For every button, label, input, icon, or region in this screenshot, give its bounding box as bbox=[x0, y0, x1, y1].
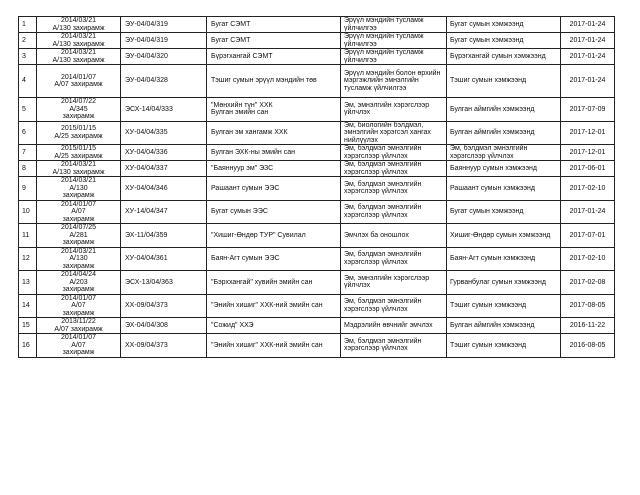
activity-cell: Эрүүл мэндийн тусламж үйлчилгээ bbox=[341, 33, 447, 49]
license-code-cell: ХХ-09/04/373 bbox=[121, 294, 207, 318]
row-number-cell: 8 bbox=[19, 161, 37, 177]
organization-name-cell: "Сожид" ХХЭ bbox=[207, 318, 341, 334]
license-table bbox=[18, 16, 615, 358]
row-number-cell: 11 bbox=[19, 224, 37, 248]
decision-cell: 2014/01/07 А/07 захирамж bbox=[37, 200, 121, 224]
decision-cell: 2014/04/24 А/203 захирамж bbox=[37, 271, 121, 295]
expiry-date-cell: 2017-01-24 bbox=[561, 33, 615, 49]
table-body bbox=[19, 17, 615, 358]
decision-cell: 2014/07/25 А/281 захирамж bbox=[37, 224, 121, 248]
table-row bbox=[19, 294, 615, 318]
license-code-cell: ЭХ-11/04/359 bbox=[121, 224, 207, 248]
license-code-cell: ХХ-09/04/373 bbox=[121, 334, 207, 358]
decision-cell: 2014/03/21 А/130 захирамж bbox=[37, 177, 121, 201]
row-number-cell: 6 bbox=[19, 121, 37, 145]
table-row bbox=[19, 224, 615, 248]
decision-cell: 2015/01/15 А/25 захирамж bbox=[37, 145, 121, 161]
activity-cell: Эрүүл мэндийн тусламж үйлчилгээ bbox=[341, 17, 447, 33]
activity-cell: Эм, бэлдмэл эмнэлгийн хэрэгслээр үйлчлэх bbox=[341, 334, 447, 358]
license-code-cell: ЭУ-04/04/319 bbox=[121, 33, 207, 49]
scope-cell: Бугат сумын хэмжээнд bbox=[447, 33, 561, 49]
license-code-cell: ХУ-04/04/336 bbox=[121, 145, 207, 161]
expiry-date-cell: 2017-12-01 bbox=[561, 121, 615, 145]
expiry-date-cell: 2017-08-05 bbox=[561, 294, 615, 318]
scope-cell: Гурванбулаг сумын хэмжээнд bbox=[447, 271, 561, 295]
expiry-date-cell: 2017-12-01 bbox=[561, 145, 615, 161]
table-row bbox=[19, 177, 615, 201]
scope-cell: Булган аймгийн хэмжээнд bbox=[447, 98, 561, 122]
expiry-date-cell: 2016-08-05 bbox=[561, 334, 615, 358]
table-row bbox=[19, 17, 615, 33]
organization-name-cell: Бугат СЭМТ bbox=[207, 17, 341, 33]
activity-cell: Эм, бэлдмэл эмнэлгийн хэрэгслээр үйлчлэх bbox=[341, 200, 447, 224]
decision-cell: 2014/03/21 А/130 захирамж bbox=[37, 17, 121, 33]
organization-name-cell: "Энийн хишиг" ХХК-ний эмийн сан bbox=[207, 294, 341, 318]
row-number-cell: 4 bbox=[19, 65, 37, 98]
organization-name-cell: Бугат СЭМТ bbox=[207, 33, 341, 49]
scope-cell: Булган аймгийн хэмжээнд bbox=[447, 318, 561, 334]
license-code-cell: ХУ-04/04/346 bbox=[121, 177, 207, 201]
table-row bbox=[19, 121, 615, 145]
decision-cell: 2015/01/15 А/25 захирамж bbox=[37, 121, 121, 145]
table-row bbox=[19, 98, 615, 122]
decision-cell: 2014/03/21 А/130 захирамж bbox=[37, 49, 121, 65]
row-number-cell: 2 bbox=[19, 33, 37, 49]
activity-cell: Мэдрэлийн өвчнийг эмчлэх bbox=[341, 318, 447, 334]
organization-name-cell: Бүрэгхангай СЭМТ bbox=[207, 49, 341, 65]
organization-name-cell: Бугат сумын ЭЭС bbox=[207, 200, 341, 224]
decision-cell: 2014/01/07 А/07 захирамж bbox=[37, 334, 121, 358]
license-code-cell: ЭСХ-14/04/333 bbox=[121, 98, 207, 122]
organization-name-cell: "Хишиг-Өндөр ТУР" Сувилал bbox=[207, 224, 341, 248]
activity-cell: Эм, бэлдмэл эмнэлгийн хэрэгслээр үйлчлэх bbox=[341, 161, 447, 177]
expiry-date-cell: 2017-01-24 bbox=[561, 49, 615, 65]
activity-cell: Эм, бэлдмэл эмнэлгийн хэрэгслээр үйлчлэх bbox=[341, 294, 447, 318]
activity-cell: Эм, эмнэлгийн хэрэгслээр үйлчлэх bbox=[341, 98, 447, 122]
activity-cell: Эм, бэлдмэл эмнэлгийн хэрэгслээр үйлчлэх bbox=[341, 177, 447, 201]
organization-name-cell: "Баяннуур эм" ЭЗС bbox=[207, 161, 341, 177]
decision-cell: 2014/03/21 А/130 захирамж bbox=[37, 161, 121, 177]
row-number-cell: 12 bbox=[19, 247, 37, 271]
organization-name-cell: Тэшиг сумын эрүүл мэндийн төв bbox=[207, 65, 341, 98]
decision-cell: 2014/01/07 А/07 захирамж bbox=[37, 65, 121, 98]
organization-name-cell: "Мөнхийн түн" ХХК Булган эмийн сан bbox=[207, 98, 341, 122]
table-row bbox=[19, 200, 615, 224]
organization-name-cell: Баян-Агт сумын ЭЭС bbox=[207, 247, 341, 271]
license-code-cell: ХУ-04/04/335 bbox=[121, 121, 207, 145]
scope-cell: Тэшиг сумын хэмжээнд bbox=[447, 334, 561, 358]
scope-cell: Булган аймгийн хэмжээнд bbox=[447, 121, 561, 145]
row-number-cell: 9 bbox=[19, 177, 37, 201]
expiry-date-cell: 2017-07-01 bbox=[561, 224, 615, 248]
scope-cell: Бугат сумын хэмжээнд bbox=[447, 200, 561, 224]
table-row bbox=[19, 161, 615, 177]
decision-cell: 2014/03/21 А/130 захирамж bbox=[37, 33, 121, 49]
table-row bbox=[19, 65, 615, 98]
expiry-date-cell: 2017-02-08 bbox=[561, 271, 615, 295]
row-number-cell: 1 bbox=[19, 17, 37, 33]
table-row bbox=[19, 33, 615, 49]
activity-cell: Эм, биологийн бэлдмэл, эмнэлгийн хэрэгсэл хангах нийлүүлэх bbox=[341, 121, 447, 145]
scope-cell: Тэшиг сумын хэмжээнд bbox=[447, 294, 561, 318]
license-code-cell: ЭХ-04/04/308 bbox=[121, 318, 207, 334]
scope-cell: Рашаант сумын хэмжээнд bbox=[447, 177, 561, 201]
license-code-cell: ХУ-04/04/361 bbox=[121, 247, 207, 271]
decision-cell: 2014/03/21 А/130 захирамж bbox=[37, 247, 121, 271]
expiry-date-cell: 2017-02-10 bbox=[561, 247, 615, 271]
organization-name-cell: Булган эм хангамж ХХК bbox=[207, 121, 341, 145]
table-row bbox=[19, 334, 615, 358]
row-number-cell: 14 bbox=[19, 294, 37, 318]
row-number-cell: 7 bbox=[19, 145, 37, 161]
decision-cell: 2014/07/22 А/345 захирамж bbox=[37, 98, 121, 122]
expiry-date-cell: 2017-01-24 bbox=[561, 17, 615, 33]
activity-cell: Эм, бэлдмэл эмнэлгийн хэрэгслээр үйлчлэх bbox=[341, 145, 447, 161]
organization-name-cell: "Энийн хишиг" ХХК-ний эмийн сан bbox=[207, 334, 341, 358]
table-row bbox=[19, 247, 615, 271]
row-number-cell: 5 bbox=[19, 98, 37, 122]
expiry-date-cell: 2017-01-24 bbox=[561, 65, 615, 98]
row-number-cell: 13 bbox=[19, 271, 37, 295]
activity-cell: Эрүүл мэндийн болон өрхийн мэргэжлийн эмнэлгийн тусламж үйлчилгээ bbox=[341, 65, 447, 98]
scope-cell: Эм, бэлдмэл эмнэлгийн хэрэгслээр үйлчлэх bbox=[447, 145, 561, 161]
activity-cell: Эм, бэлдмэл эмнэлгийн хэрэгслээр үйлчлэх bbox=[341, 247, 447, 271]
organization-name-cell: "Бэрххангай" хувийн эмийн сан bbox=[207, 271, 341, 295]
scope-cell: Баян-Агт сумын хэмжээнд bbox=[447, 247, 561, 271]
scope-cell: Бүрэгхангай сумын хэмжээнд bbox=[447, 49, 561, 65]
license-code-cell: ХУ-04/04/337 bbox=[121, 161, 207, 177]
expiry-date-cell: 2017-07-09 bbox=[561, 98, 615, 122]
row-number-cell: 3 bbox=[19, 49, 37, 65]
license-code-cell: ЭУ-04/04/328 bbox=[121, 65, 207, 98]
table-row bbox=[19, 271, 615, 295]
row-number-cell: 15 bbox=[19, 318, 37, 334]
expiry-date-cell: 2017-02-10 bbox=[561, 177, 615, 201]
expiry-date-cell: 2017-06-01 bbox=[561, 161, 615, 177]
activity-cell: Эмчлэх ба оношлох bbox=[341, 224, 447, 248]
table-row bbox=[19, 145, 615, 161]
organization-name-cell: Булган ЭХК-ны эмийн сан bbox=[207, 145, 341, 161]
license-code-cell: ХУ-14/04/347 bbox=[121, 200, 207, 224]
scope-cell: Бугат сумын хэмжээнд bbox=[447, 17, 561, 33]
license-code-cell: ЭУ-04/04/320 bbox=[121, 49, 207, 65]
license-code-cell: ЭУ-04/04/319 bbox=[121, 17, 207, 33]
expiry-date-cell: 2017-01-24 bbox=[561, 200, 615, 224]
activity-cell: Эм, эмнэлгийн хэрэгслээр үйлчлэх bbox=[341, 271, 447, 295]
scope-cell: Тэшиг сумын хэмжээнд bbox=[447, 65, 561, 98]
row-number-cell: 10 bbox=[19, 200, 37, 224]
scope-cell: Баяннуур сумын хэмжээнд bbox=[447, 161, 561, 177]
license-code-cell: ЭСХ-13/04/363 bbox=[121, 271, 207, 295]
scope-cell: Хишиг-Өндөр сумын хэмжээнд bbox=[447, 224, 561, 248]
row-number-cell: 16 bbox=[19, 334, 37, 358]
decision-cell: 2014/01/07 А/07 захирамж bbox=[37, 294, 121, 318]
decision-cell: 2013/11/22 А/07 захирамж bbox=[37, 318, 121, 334]
activity-cell: Эрүүл мэндийн тусламж үйлчилгээ bbox=[341, 49, 447, 65]
organization-name-cell: Рашаант сумын ЭЭС bbox=[207, 177, 341, 201]
expiry-date-cell: 2016-11-22 bbox=[561, 318, 615, 334]
table-row bbox=[19, 318, 615, 334]
table-row bbox=[19, 49, 615, 65]
